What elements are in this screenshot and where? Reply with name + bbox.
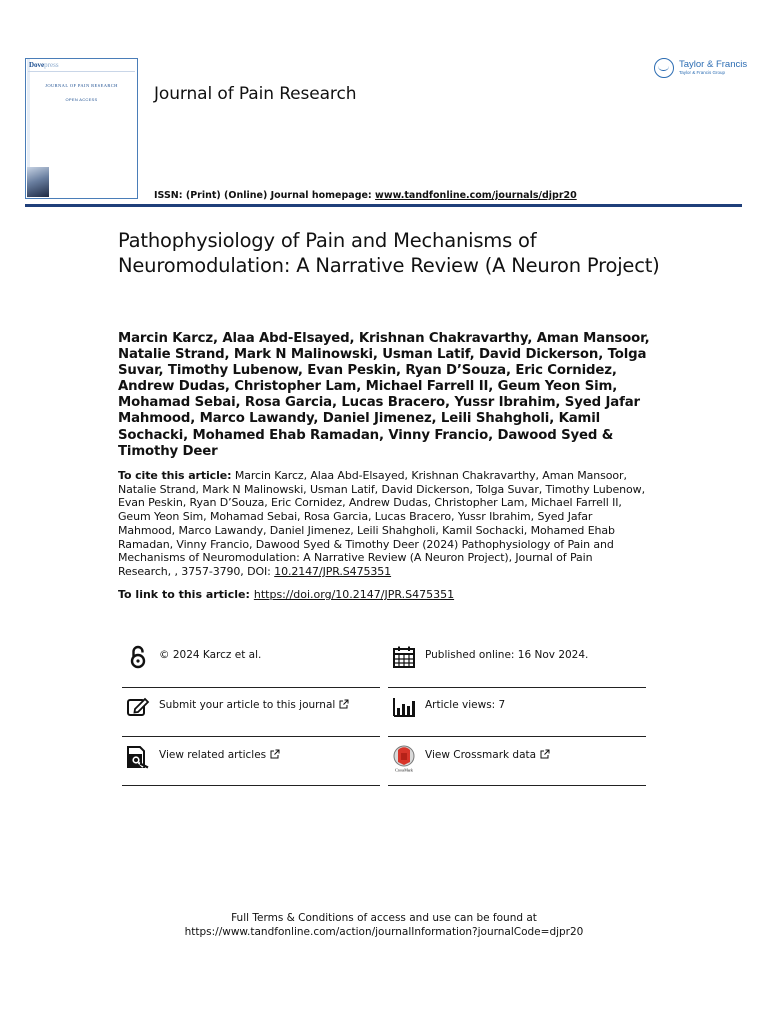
issn-label: ISSN: (Print) (Online) Journal homepage: xyxy=(154,190,376,201)
published-cell xyxy=(388,633,646,681)
divider xyxy=(388,785,646,786)
link-label: To link to this article: xyxy=(118,588,250,601)
terms-line: Full Terms & Conditions of access and use can be found at xyxy=(231,912,537,924)
cite-text: Marcin Karcz, Alaa Abd-Elsayed, Krishnan Chakravarthy, Aman Mansoor, Natalie Strand, Mark N Malinowski, Usman Latif, David Dickerson, Tolga Suvar, Timothy Lubenow, Evan Peskin, Ryan D’Souza, Eric Cornidez, Andrew Dudas, Christopher Lam, Michael Farrell II, Geum Yeon Sim, Mohamad Sebai, Rosa Garcia, Lucas Bracero, Yussr Ibrahim, Syed Jafar Mahmood, Marco Lawandy, Daniel Jimenez, Leili Shahgholi, Kamil Sochacki, Mohamed Ehab Ramadan, Vinny Francio, Dawood Syed & Timothy Deer (2024) Pathophysiology of Pain and Mechanisms of Neuromodulation: A Narrative Review (A Neuron Project), Journal of Pain Research, , 3757-3790, DOI: xyxy=(118,469,645,578)
publisher-logo-icon xyxy=(654,58,674,78)
doi-link-short[interactable]: 10.2147/JPR.S475351 xyxy=(274,564,392,578)
terms-url[interactable]: https://www.tandfonline.com/action/journalInformation?journalCode=djpr20 xyxy=(184,926,584,938)
calendar-icon xyxy=(392,645,416,669)
taylor-francis-logo[interactable] xyxy=(654,58,750,80)
author-list: Marcin Karcz, Alaa Abd-Elsayed, Krishnan Chakravarthy, Aman Mansoor, Natalie Strand, Mark N Malinowski, Usman Latif, David Dickerson, Tolga Suvar, Timothy Lubenow, Evan Peskin, Ryan D’Souza, Eric Cornidez, Andrew Dudas, Christopher Lam, Michael Farrell II, Geum Yeon Sim, Mohamad Sebai, Rosa Garcia, Lucas Bracero, Yussr Ibrahim, Syed Jafar Mahmood, Marco Lawandy, Daniel Jimenez, Leili Shahgholi, Kamil Sochacki, Mohamed Ehab Ramadan, Vinny Francio, Dawood Syed & Timothy Deer xyxy=(118,331,650,459)
cover-divider xyxy=(28,71,135,72)
crossmark-icon xyxy=(392,745,416,773)
cover-brand: Dovepress xyxy=(29,61,59,69)
edit-icon xyxy=(126,695,150,719)
journal-cover-thumbnail xyxy=(25,58,138,199)
submit-article-link[interactable] xyxy=(159,699,349,711)
license-text: © 2024 Karcz et al. xyxy=(159,649,262,661)
published-date: Published online: 16 Nov 2024. xyxy=(425,649,589,661)
license-cell xyxy=(122,633,380,681)
divider xyxy=(122,785,380,786)
journal-title: Journal of Pain Research xyxy=(154,84,357,104)
open-access-icon xyxy=(126,645,150,669)
crossmark-cell[interactable] xyxy=(388,733,646,781)
citation-block xyxy=(118,469,648,579)
cite-label: To cite this article: xyxy=(118,469,232,482)
cover-title: JOURNAL OF PAIN RESEARCH xyxy=(45,83,118,88)
publisher-subname: Taylor & Francis Group xyxy=(679,70,726,75)
submit-article-cell[interactable] xyxy=(122,683,380,731)
search-document-icon xyxy=(126,745,150,769)
submit-article-label: Submit your article to this journal xyxy=(159,699,336,711)
cover-open-access: OPEN ACCESS xyxy=(65,97,98,102)
related-articles-link[interactable] xyxy=(159,749,280,761)
external-link-icon xyxy=(270,749,280,759)
related-articles-label: View related articles xyxy=(159,749,267,761)
issn-line xyxy=(154,190,577,201)
article-views-cell xyxy=(388,683,646,731)
terms-footer xyxy=(0,911,768,939)
journal-homepage-link[interactable]: www.tandfonline.com/journals/djpr20 xyxy=(375,190,577,201)
publisher-name: Taylor & Francis xyxy=(679,59,748,70)
related-articles-cell[interactable] xyxy=(122,733,380,781)
crossmark-logo-text: CrossMark xyxy=(395,767,413,773)
header-rule xyxy=(25,204,742,207)
external-link-icon xyxy=(540,749,550,759)
crossmark-link[interactable] xyxy=(425,749,550,761)
external-link-icon xyxy=(339,699,349,709)
crossmark-label: View Crossmark data xyxy=(425,749,537,761)
bar-chart-icon xyxy=(392,695,416,719)
article-views: Article views: 7 xyxy=(425,699,506,711)
cover-image xyxy=(27,167,49,197)
article-link-line xyxy=(118,588,454,601)
article-title: Pathophysiology of Pain and Mechanisms of Neuromodulation: A Narrative Review (A Neuron Project) xyxy=(118,229,660,277)
doi-link[interactable]: https://doi.org/10.2147/JPR.S475351 xyxy=(253,588,455,601)
